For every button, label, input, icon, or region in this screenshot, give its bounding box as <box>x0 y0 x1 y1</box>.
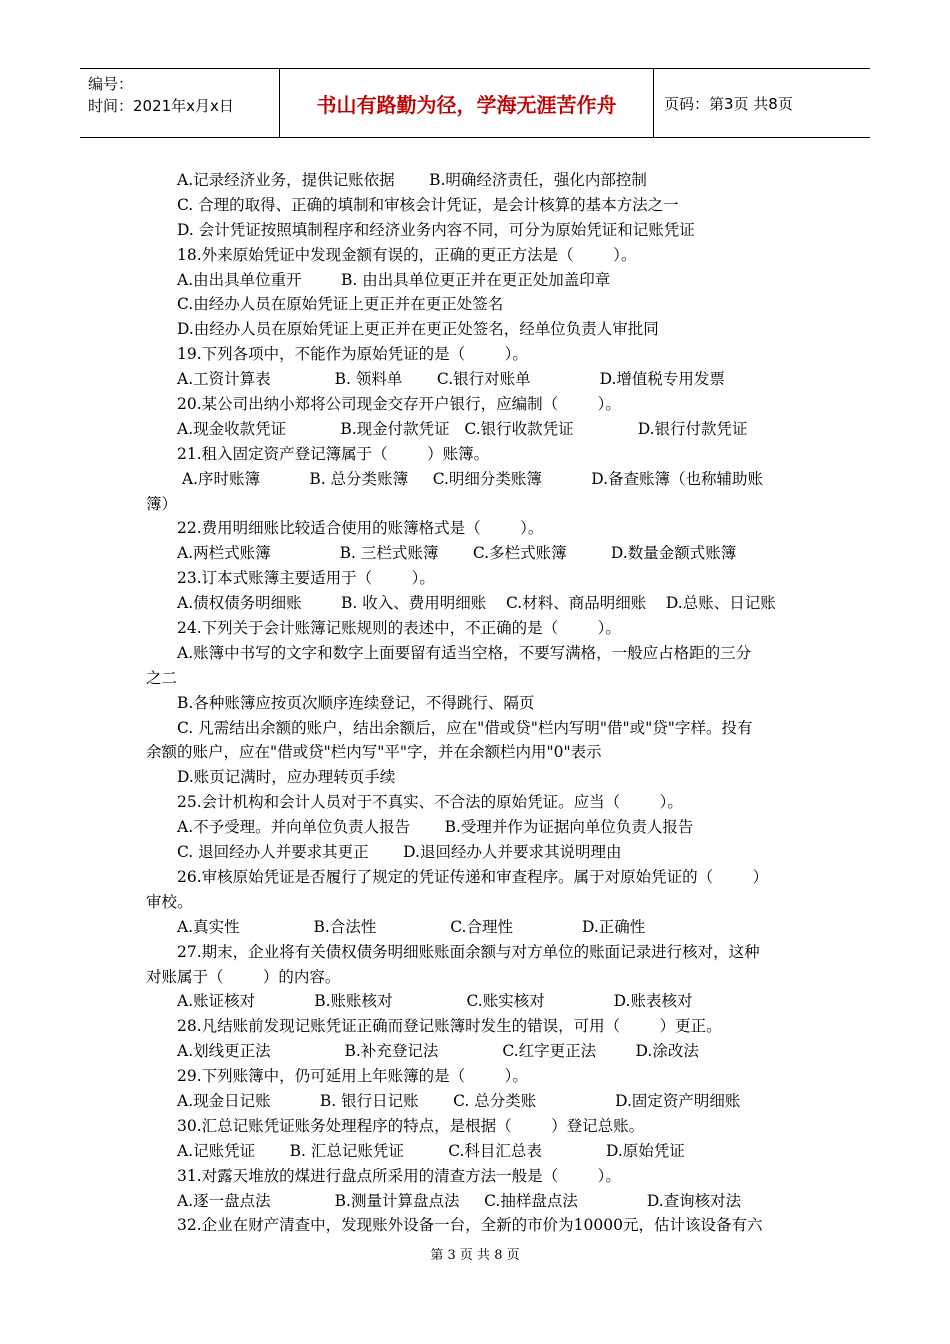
text-line: 18.外来原始凭证中发现金额有误的，正确的更正方法是（ ）。 <box>177 245 637 264</box>
text-line: C. 退回经办人并要求其更正 D.退回经办人并要求其说明理由 <box>177 843 622 862</box>
text-line: 19.下列各项中，不能作为原始凭证的是（ ）。 <box>177 345 528 364</box>
text-line: 21.租入固定资产登记簿属于（ ）账簿。 <box>177 444 490 463</box>
text-line: A.现金日记账 B. 银行日记账 C. 总分类账 D.固定资产明细账 <box>177 1091 741 1110</box>
text-line: 31.对露天堆放的煤进行盘点所采用的清查方法一般是（ ）。 <box>177 1166 621 1185</box>
text-line: 27.期末，企业将有关债权债务明细账账面余额与对方单位的账面记录进行核对，这种 <box>177 942 760 961</box>
text-line: 23.订本式账簿主要适用于（ ）。 <box>177 569 435 588</box>
page-header <box>80 68 870 138</box>
header-motto: 书山有路勤为径，学海无涯苦作舟 <box>316 92 617 117</box>
text-line: C.由经办人员在原始凭证上更正并在更正处签名 <box>177 295 504 314</box>
text-line: 22.费用明细账比较适合使用的账簿格式是（ ）。 <box>177 519 544 538</box>
text-line: A.划线更正法 B.补充登记法 C.红字更正法 D.涂改法 <box>177 1042 699 1061</box>
text-line: 26.审核原始凭证是否履行了规定的凭证传递和审查程序。属于对原始凭证的（ ） <box>177 867 769 886</box>
text-line: C. 合理的取得、正确的填制和审核会计凭证，是会计核算的基本方法之一 <box>177 195 679 214</box>
text-line: A.两栏式账簿 B. 三栏式账簿 C.多栏式账簿 D.数量金额式账簿 <box>177 544 737 563</box>
text-line: 簿） <box>146 494 178 513</box>
text-line: 审校。 <box>146 892 193 911</box>
text-line: 30.汇总记账凭证账务处理程序的特点，是根据（ ）登记总账。 <box>177 1116 645 1135</box>
text-line: A.由出具单位重开 B. 由出具单位更正并在更正处加盖印章 <box>177 270 611 289</box>
text-line: 28.凡结账前发现记账凭证正确而登记账簿时发生的错误，可用（ ）更正。 <box>177 1017 722 1036</box>
number-label: 编号： <box>88 75 134 93</box>
text-line: 24.下列关于会计账簿记账规则的表述中，不正确的是（ ）。 <box>177 619 621 638</box>
text-line: 对账属于（ ）的内容。 <box>146 967 341 986</box>
page-footer: 第 3 页 共 8 页 <box>430 1248 520 1263</box>
text-line: 之二 <box>146 668 178 687</box>
time-line: 时间：2021年x月x日 <box>88 97 234 115</box>
text-line: A.现金收款凭证 B.现金付款凭证 C.银行收款凭证 D.银行付款凭证 <box>177 419 748 438</box>
text-line: D.由经办人员在原始凭证上更正并在更正处签名，经单位负责人审批同 <box>177 320 659 339</box>
text-line: A.逐一盘点法 B.测量计算盘点法 C.抽样盘点法 D.查询核对法 <box>177 1191 742 1210</box>
text-line: A.不予受理。并向单位负责人报告 B.受理并作为证据向单位负责人报告 <box>177 818 694 837</box>
document-body <box>146 168 810 1238</box>
text-line: 29.下列账簿中，仍可延用上年账簿的是（ ）。 <box>177 1067 528 1086</box>
text-line: A.序时账簿 B. 总分类账簿 C.明细分类账簿 D.备查账簿（也称辅助账 <box>177 469 764 488</box>
text-line: A.账簿中书写的文字和数字上面要留有适当空格，不要写满格，一般应占格距的三分 <box>177 643 752 662</box>
text-line: B.各种账簿应按页次顺序连续登记，不得跳行、隔页 <box>177 693 535 712</box>
text-line: A.债权债务明细账 B. 收入、费用明细账 C.材料、商品明细账 D.总账、日记账 <box>177 594 776 613</box>
text-line: C. 凡需结出余额的账户，结出余额后，应在"借或贷"栏内写明"借"或"贷"字样。投有 <box>177 718 753 737</box>
text-line: A.记账凭证 B. 汇总记账凭证 C.科目汇总表 D.原始凭证 <box>177 1141 685 1160</box>
text-line: 32.企业在财产清查中，发现账外设备一台，全新的市价为10000元，估计该设备有六 <box>177 1216 763 1235</box>
text-line: 余额的账户，应在"借或贷"栏内写"平"字，并在余额栏内用"0"表示 <box>146 743 602 762</box>
text-line: A.记录经济业务，提供记账依据 B.明确经济责任，强化内部控制 <box>177 171 647 189</box>
header-page-info: 页码：第3页 共8页 <box>664 94 793 113</box>
header-divider <box>653 69 654 137</box>
text-line: 25.会计机构和会计人员对于不真实、不合法的原始凭证。应当（ ）。 <box>177 793 683 812</box>
text-line: D.账页记满时，应办理转页手续 <box>177 768 396 787</box>
header-info <box>88 73 234 117</box>
text-line: D. 会计凭证按照填制程序和经济业务内容不同，可分为原始凭证和记账凭证 <box>177 220 695 239</box>
text-line: A.真实性 B.合法性 C.合理性 D.正确性 <box>177 917 646 936</box>
text-line: 20.某公司出纳小郑将公司现金交存开户银行，应编制（ ）。 <box>177 395 621 414</box>
text-line: A.工资计算表 B. 领料单 C.银行对账单 D.增值税专用发票 <box>177 370 725 389</box>
text-line: A.账证核对 B.账账核对 C.账实核对 D.账表核对 <box>177 992 693 1011</box>
